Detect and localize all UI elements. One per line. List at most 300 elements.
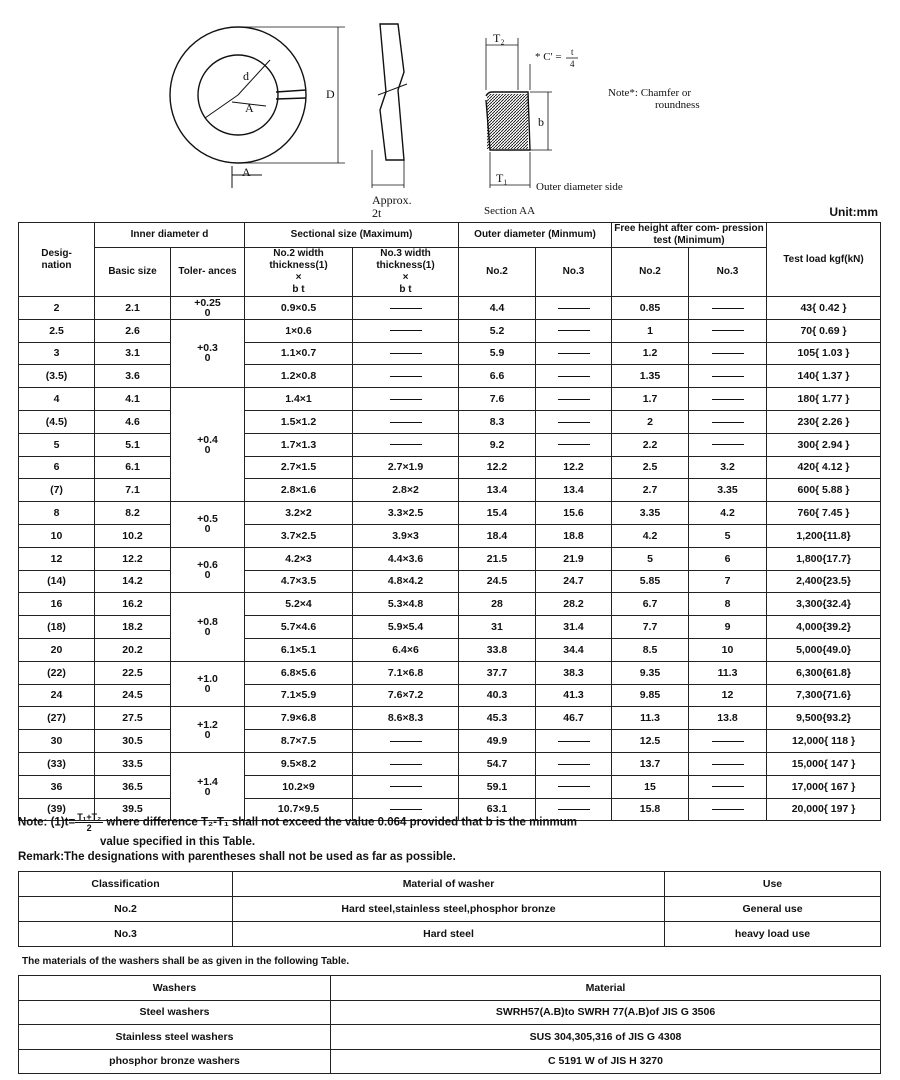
table-row [19,570,881,593]
cell-free-no2: 9.35 [612,661,689,684]
cell-outer-no3 [536,297,612,320]
cell-test-load: 2,400{23.5} [767,570,881,593]
tolerance-plus: +1.0 [197,673,218,686]
cell-outer-no2: 21.5 [459,547,536,570]
remark: Remark:The designations with parentheses shall not be used as far as possible. [18,851,456,863]
cell-test-load: 600{ 5.88 } [767,479,881,502]
cell-section-no2: 6.8×5.6 [245,661,353,684]
cell-free-no3: 8 [689,593,767,616]
cell-section-no3: 7.6×7.2 [353,684,459,707]
table-row [19,410,881,433]
table-row [19,752,881,775]
cell-section-no2: 6.1×5.1 [245,638,353,661]
cell-basic: 4.6 [95,410,171,433]
cell-outer-no2: 33.8 [459,638,536,661]
cell-section-no2: 5.2×4 [245,593,353,616]
materials-row-3-material: C 5191 W of JIS H 3270 [331,1049,881,1074]
cell-outer-no2: 54.7 [459,752,536,775]
cell-section-no3 [353,388,459,411]
cell-outer-no3: 15.6 [536,502,612,525]
tolerance-plus: +0.6 [197,559,218,572]
header-od-no3: No.3 [536,248,612,297]
dash-mark [390,422,422,423]
cell-test-load: 4,000{39.2} [767,616,881,639]
cell-designation: 4 [19,388,95,411]
cell-section-no3: 8.6×8.3 [353,707,459,730]
spec-table [18,222,881,821]
cell-free-no2: 1.7 [612,388,689,411]
tolerance-zero: 0 [204,683,211,696]
cell-free-no2: 8.5 [612,638,689,661]
cell-outer-no3 [536,388,612,411]
header-outer: Outer diameter (Minmum) [459,223,612,248]
cell-basic: 14.2 [95,570,171,593]
header-no3-bt: b t [399,284,412,295]
note-chamfer-2: roundness [655,99,700,111]
cell-outer-no3: 28.2 [536,593,612,616]
cell-test-load: 3,300{32.4} [767,593,881,616]
cell-basic: 3.6 [95,365,171,388]
materials-intro: The materials of the washers shall be as given in the following Table. [22,956,350,967]
header-designation: Desig- nation [19,223,95,297]
cell-section-no2: 5.7×4.6 [245,616,353,639]
cell-outer-no3: 31.4 [536,616,612,639]
cell-outer-no2: 31 [459,616,536,639]
cell-outer-no3 [536,319,612,342]
dash-mark [390,741,422,742]
cell-section-no3 [353,297,459,320]
t1-label: T₁ [496,171,508,185]
cell-section-no2: 7.1×5.9 [245,684,353,707]
table-row [19,661,881,684]
dash-mark [558,353,590,354]
cell-free-no2: 0.85 [612,297,689,320]
cell-free-no3 [689,752,767,775]
cell-section-no3: 3.3×2.5 [353,502,459,525]
cell-section-no3 [353,730,459,753]
cell-section-no3: 2.7×1.9 [353,456,459,479]
cell-outer-no2: 5.9 [459,342,536,365]
tolerance-zero: 0 [204,785,211,798]
table-row [19,707,881,730]
header-section: Sectional size (Maximum) [245,223,459,248]
dash-mark [390,376,422,377]
table-row [19,775,881,798]
cell-section-no2: 3.2×2 [245,502,353,525]
materials-table [18,975,881,1074]
approx-label: Approx. [372,193,412,207]
cell-basic: 2.6 [95,319,171,342]
label-D: D [326,87,335,101]
cell-designation: (22) [19,661,95,684]
cell-free-no2: 3.35 [612,502,689,525]
cell-outer-no2: 45.3 [459,707,536,730]
cell-section-no3: 4.8×4.2 [353,570,459,593]
cell-test-load: 1,800{17.7} [767,547,881,570]
cell-test-load: 6,300{61.8} [767,661,881,684]
cell-test-load: 70{ 0.69 } [767,319,881,342]
cell-section-no2: 3.7×2.5 [245,524,353,547]
cell-section-no2: 1.5×1.2 [245,410,353,433]
cell-section-no3: 3.9×3 [353,524,459,547]
table-row [19,342,881,365]
header-od-no2: No.2 [459,248,536,297]
cell-designation: (18) [19,616,95,639]
cell-section-no3: 2.8×2 [353,479,459,502]
class-material-header: Material of washer [233,872,665,897]
cell-outer-no3 [536,775,612,798]
cell-free-no3 [689,410,767,433]
cell-basic: 22.5 [95,661,171,684]
cell-designation: 36 [19,775,95,798]
class-use-header: Use [665,872,881,897]
dash-mark [558,330,590,331]
classification-table [18,871,881,947]
dash-mark [558,399,590,400]
tolerance-plus: +0.25 [194,296,221,309]
table-row [19,547,881,570]
cell-section-no2: 10.7×9.5 [245,798,353,821]
table-row [19,297,881,320]
cell-section-no2: 1.2×0.8 [245,365,353,388]
cell-free-no3 [689,730,767,753]
tolerance-zero: 0 [204,523,211,536]
cell-tolerance [171,502,245,548]
dash-mark [390,353,422,354]
cell-test-load: 20,000{ 197 } [767,798,881,821]
cell-free-no3: 12 [689,684,767,707]
dash-mark [390,308,422,309]
cell-free-no2: 1.35 [612,365,689,388]
dash-mark [558,444,590,445]
cell-designation: (4.5) [19,410,95,433]
cell-basic: 18.2 [95,616,171,639]
cell-free-no2: 2.5 [612,456,689,479]
label-d: d [243,69,249,83]
cell-free-no3: 6 [689,547,767,570]
cell-basic: 24.5 [95,684,171,707]
dash-mark [558,308,590,309]
cell-tolerance [171,707,245,753]
cell-free-no3: 9 [689,616,767,639]
cell-section-no3 [353,775,459,798]
cell-designation: 24 [19,684,95,707]
cell-section-no3 [353,410,459,433]
class-row-1-use: General use [665,897,881,922]
outer-side-label: Outer diameter side [536,181,623,193]
cell-section-no2: 10.2×9 [245,775,353,798]
note-fraction [75,812,103,833]
dash-mark [712,353,744,354]
materials-row-2-material: SUS 304,305,316 of JIS G 4308 [331,1025,881,1050]
cell-free-no3: 13.8 [689,707,767,730]
cell-outer-no2: 6.6 [459,365,536,388]
cell-basic: 39.5 [95,798,171,821]
cell-outer-no3: 24.7 [536,570,612,593]
cell-free-no3 [689,365,767,388]
header-free: Free height after com- pression test (Minimum) [612,223,767,248]
cell-outer-no2: 5.2 [459,319,536,342]
cell-basic: 33.5 [95,752,171,775]
cell-free-no3 [689,775,767,798]
cell-designation: 10 [19,524,95,547]
cell-section-no3 [353,433,459,456]
cell-designation: (39) [19,798,95,821]
tolerance-zero: 0 [204,443,211,456]
cell-test-load: 5,000{49.0} [767,638,881,661]
dash-mark [390,764,422,765]
materials-row-1-material: SWRH57(A.B)to SWRH 77(A.B)of JIS G 3506 [331,1000,881,1025]
cell-basic: 7.1 [95,479,171,502]
cell-outer-no2: 49.9 [459,730,536,753]
cell-test-load: 12,000{ 118 } [767,730,881,753]
b-label: b [538,115,544,129]
cell-section-no2: 7.9×6.8 [245,707,353,730]
cell-outer-no2: 8.3 [459,410,536,433]
cell-test-load: 1,200{11.8} [767,524,881,547]
class-row-2-use: heavy load use [665,922,881,947]
cell-basic: 2.1 [95,297,171,320]
cell-designation: (33) [19,752,95,775]
cell-designation: (3.5) [19,365,95,388]
class-header: Classification [19,872,233,897]
cell-free-no2: 2.2 [612,433,689,456]
table-row [19,502,881,525]
table-row [19,433,881,456]
dash-mark [712,399,744,400]
header-basic: Basic size [95,248,171,297]
dash-mark [712,330,744,331]
cell-outer-no3: 41.3 [536,684,612,707]
cell-outer-no2: 59.1 [459,775,536,798]
tolerance-plus: +0.3 [197,342,218,355]
header-no2-bt: b t [292,284,305,295]
cell-section-no2: 2.7×1.5 [245,456,353,479]
cell-section-no3 [353,342,459,365]
tolerance-zero: 0 [204,728,211,741]
dash-mark [712,786,744,787]
cell-test-load: 7,300{71.6} [767,684,881,707]
dash-mark [558,376,590,377]
dash-mark [558,741,590,742]
cell-test-load: 420{ 4.12 } [767,456,881,479]
cell-outer-no3: 18.8 [536,524,612,547]
cell-section-no2: 1.1×0.7 [245,342,353,365]
tolerance-plus: +1.2 [197,718,218,731]
label-A-top: A [245,101,254,115]
note-prefix: Note: (1)t= [18,816,76,829]
tolerance-plus: +0.5 [197,513,218,526]
cell-test-load: 105{ 1.03 } [767,342,881,365]
cell-free-no3: 10 [689,638,767,661]
cell-free-no2: 1.2 [612,342,689,365]
note-chamfer-1: Note*: Chamfer or [608,87,692,99]
cell-basic: 30.5 [95,730,171,753]
cell-free-no2: 15 [612,775,689,798]
dash-mark [390,444,422,445]
label-A-bottom: A [242,165,251,179]
cell-section-no3: 5.3×4.8 [353,593,459,616]
table-row [19,616,881,639]
cell-section-no3: 6.4×6 [353,638,459,661]
cell-tolerance [171,297,245,320]
cell-test-load: 17,000{ 167 } [767,775,881,798]
materials-row-3-washer: phosphor bronze washers [19,1049,331,1074]
table-row [19,638,881,661]
note-text-2: value specified in this Table. [100,836,256,848]
cell-basic: 16.2 [95,593,171,616]
dash-mark [558,422,590,423]
dash-mark [558,764,590,765]
note-formula [18,812,577,833]
note-text: where difference T₂-T₁ shall not exceed the value 0.064 provided that b is the minmum [103,816,577,829]
cell-free-no3 [689,319,767,342]
tolerance-zero: 0 [204,626,211,639]
cell-free-no3: 3.35 [689,479,767,502]
cell-free-no2: 13.7 [612,752,689,775]
cell-designation: (7) [19,479,95,502]
table-row [19,319,881,342]
cell-test-load: 230{ 2.26 } [767,410,881,433]
cell-free-no3 [689,297,767,320]
header-no2-sec [245,248,353,297]
cell-outer-no3 [536,730,612,753]
header-test: Test load kgf(kN) [767,223,881,297]
cell-tolerance [171,752,245,820]
cell-free-no3: 3.2 [689,456,767,479]
cell-outer-no2: 24.5 [459,570,536,593]
header-tol: Toler- ances [171,248,245,297]
cell-designation: 6 [19,456,95,479]
materials-material-header: Material [331,976,881,1001]
dash-mark [712,809,744,810]
cell-tolerance [171,547,245,593]
cell-test-load: 9,500{93.2} [767,707,881,730]
cell-outer-no2: 15.4 [459,502,536,525]
cell-test-load: 43{ 0.42 } [767,297,881,320]
dash-mark [390,786,422,787]
cell-free-no2: 9.85 [612,684,689,707]
cell-outer-no3 [536,410,612,433]
table-row [19,684,881,707]
materials-row-1-washer: Steel washers [19,1000,331,1025]
cell-free-no3: 4.2 [689,502,767,525]
dash-mark [712,741,744,742]
cell-basic: 10.2 [95,524,171,547]
class-row-1-class: No.2 [19,897,233,922]
class-row-1-material: Hard steel,stainless steel,phosphor bronze [233,897,665,922]
cell-test-load: 180{ 1.77 } [767,388,881,411]
cell-free-no3 [689,342,767,365]
cell-outer-no3 [536,752,612,775]
cell-outer-no3: 34.4 [536,638,612,661]
cell-free-no2: 1 [612,319,689,342]
cell-section-no2: 2.8×1.6 [245,479,353,502]
header-no2-sec-label: No.2 width thickness(1) [269,248,328,271]
cell-outer-no2: 63.1 [459,798,536,821]
dash-mark [712,376,744,377]
cell-basic: 27.5 [95,707,171,730]
cell-designation: 2.5 [19,319,95,342]
dash-mark [712,422,744,423]
cell-free-no2: 2.7 [612,479,689,502]
cell-basic: 8.2 [95,502,171,525]
chamfer-label: * C' = [535,51,562,63]
table-row [19,479,881,502]
cell-basic: 6.1 [95,456,171,479]
cell-free-no2: 2 [612,410,689,433]
cell-outer-no3 [536,433,612,456]
dash-mark [558,786,590,787]
cell-outer-no3: 21.9 [536,547,612,570]
cell-designation: 30 [19,730,95,753]
cell-outer-no2: 37.7 [459,661,536,684]
class-row-2-class: No.3 [19,922,233,947]
header-fh-no3: No.3 [689,248,767,297]
materials-washers-header: Washers [19,976,331,1001]
cell-section-no2: 1×0.6 [245,319,353,342]
cell-designation: 12 [19,547,95,570]
table-row [19,388,881,411]
cell-outer-no2: 4.4 [459,297,536,320]
cell-free-no3 [689,433,767,456]
frac-top: T₁+T₂ [77,812,102,822]
t2-label: T₂ [493,31,505,45]
cell-section-no2: 4.7×3.5 [245,570,353,593]
cell-outer-no3 [536,365,612,388]
section-label: Section AA [484,205,536,217]
dash-mark [390,399,422,400]
tolerance-plus: +0.4 [197,433,218,446]
header-no2-x: × [295,272,302,283]
cell-section-no3: 7.1×6.8 [353,661,459,684]
cell-tolerance [171,593,245,661]
cell-designation: 20 [19,638,95,661]
cell-outer-no3: 12.2 [536,456,612,479]
cell-free-no2: 5 [612,547,689,570]
cell-section-no2: 0.9×0.5 [245,297,353,320]
cell-free-no3 [689,798,767,821]
header-fh-no2: No.2 [612,248,689,297]
dash-mark [558,809,590,810]
cell-free-no3 [689,388,767,411]
chamfer-den: 4 [570,59,575,69]
cell-basic: 36.5 [95,775,171,798]
cell-tolerance [171,661,245,707]
cell-outer-no2: 28 [459,593,536,616]
cell-section-no2: 1.4×1 [245,388,353,411]
cell-free-no2: 6.7 [612,593,689,616]
dash-mark [712,764,744,765]
cell-test-load: 300{ 2.94 } [767,433,881,456]
cell-test-load: 760{ 7.45 } [767,502,881,525]
tolerance-zero: 0 [204,569,211,582]
cell-designation: 5 [19,433,95,456]
materials-row-2-washer: Stainless steel washers [19,1025,331,1050]
tolerance-zero: 0 [204,352,211,365]
cell-outer-no2: 40.3 [459,684,536,707]
unit-label: Unit:mm [829,205,878,219]
dash-mark [712,444,744,445]
cell-basic: 3.1 [95,342,171,365]
cell-designation: (14) [19,570,95,593]
cell-section-no3 [353,752,459,775]
frac-bottom: 2 [86,823,92,833]
cell-free-no2: 15.8 [612,798,689,821]
header-no3-x: × [402,272,409,283]
header-inner: Inner diameter d [95,223,245,248]
cell-section-no3 [353,365,459,388]
